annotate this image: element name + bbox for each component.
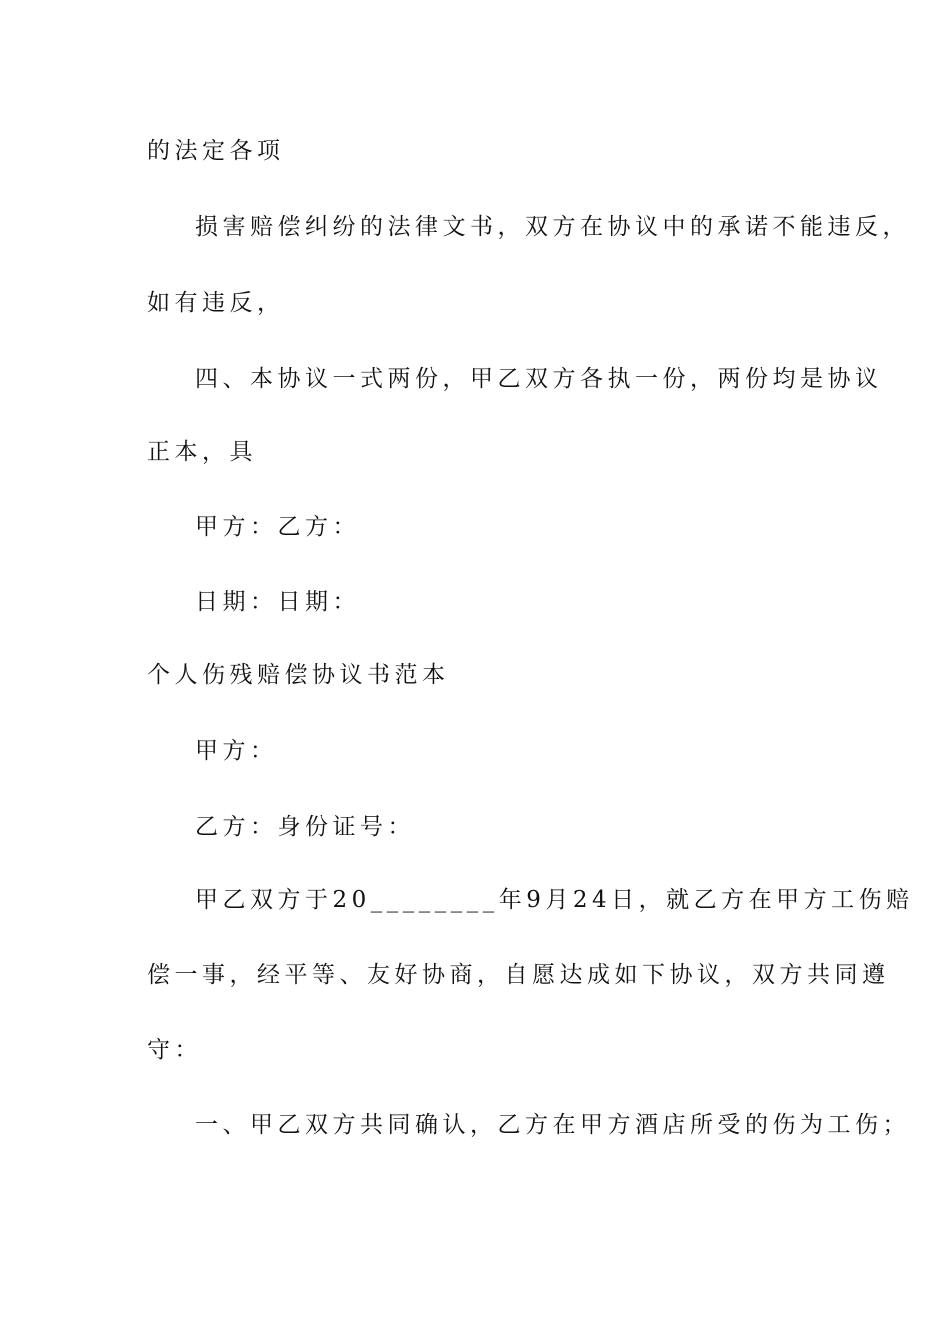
date-line: 日期：日期：	[195, 589, 360, 615]
party-a-line: 甲方：	[195, 738, 278, 764]
paragraph-line: 守：	[147, 1037, 202, 1063]
paragraph-line: 偿一事，经平等、友好协商，自愿达成如下协议，双方共同遵	[147, 962, 890, 988]
section-title: 个人伤残赔偿协议书范本	[147, 662, 450, 688]
paragraph-line: 正本，具	[147, 439, 257, 465]
paragraph-line: 四、本协议一式两份，甲乙双方各执一份，两份均是协议	[195, 366, 883, 392]
party-b-line: 乙方：身份证号：	[195, 814, 415, 840]
paragraph-line: 甲乙双方于20________年9月24日，就乙方在甲方工伤赔	[195, 887, 914, 913]
paragraph-line: 的法定各项	[147, 138, 285, 164]
paragraph-line: 一、甲乙双方共同确认，乙方在甲方酒店所受的伤为工伤；	[195, 1112, 910, 1138]
paragraph-line: 损害赔偿纠纷的法律文书，双方在协议中的承诺不能违反，	[195, 214, 910, 240]
paragraph-line: 如有违反，	[147, 290, 285, 316]
signature-line: 甲方：乙方：	[195, 514, 360, 540]
